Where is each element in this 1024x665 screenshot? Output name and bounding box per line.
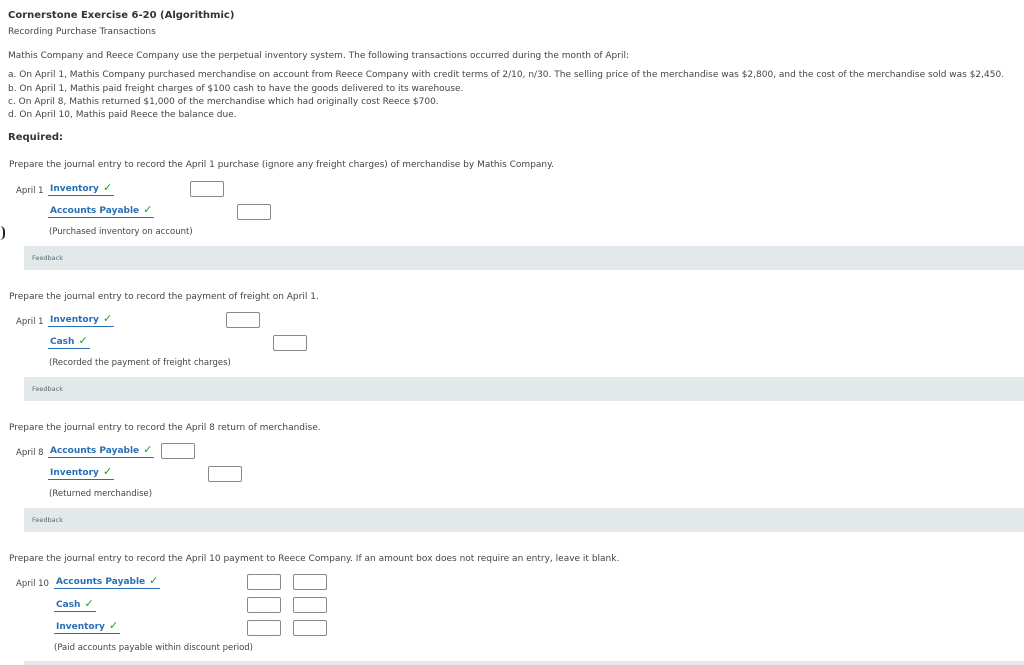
- entry-4-note: (Paid accounts payable within discount period): [54, 643, 253, 653]
- entry-1-debit-input[interactable]: [190, 181, 224, 197]
- entry-3-credit-input[interactable]: [208, 466, 242, 482]
- account-label: Inventory: [56, 622, 105, 632]
- entry-3-feedback: [24, 508, 1024, 532]
- transaction-a: a. On April 1, Mathis Company purchased merchandise on account from Reece Company with credit terms of 2/10, n/30. The selling price of the merchandise was $2,800, and the cost of the merchandise sold was $2,450.: [8, 70, 1005, 80]
- panel-edge-marker: [0, 226, 5, 240]
- account-label: Inventory: [50, 315, 99, 325]
- feedback-label: Feedback: [32, 516, 63, 524]
- entry-2-account-2[interactable]: [48, 334, 90, 349]
- transaction-c: c. On April 8, Mathis returned $1,000 of the merchandise which had originally cost Reece $700.: [8, 97, 439, 107]
- entry-4-date: April 10: [16, 579, 49, 589]
- entry-4-feedback: [24, 661, 1024, 665]
- check-icon: ✓: [102, 312, 113, 325]
- required-label: Required:: [8, 132, 64, 143]
- feedback-label: Feedback: [32, 254, 63, 262]
- check-icon: ✓: [78, 334, 88, 347]
- entry-1-date: April 1: [16, 186, 44, 196]
- exercise-subtitle: Recording Purchase Transactions: [8, 27, 156, 37]
- entry-4-line-3-debit-input[interactable]: [247, 620, 281, 636]
- entry-2-feedback: [24, 377, 1024, 401]
- entry-1-feedback: [24, 246, 1024, 270]
- entry-1-account-1[interactable]: [48, 181, 114, 196]
- entry-4-line-2-debit-input[interactable]: [247, 597, 281, 613]
- entry-4-line-3-credit-input[interactable]: [293, 620, 327, 636]
- entry-4-prompt: Prepare the journal entry to record the April 10 payment to Reece Company. If an amount box does not require an entry, leave it blank.: [9, 554, 620, 564]
- account-label: Accounts Payable: [50, 206, 140, 216]
- check-icon: ✓: [143, 443, 153, 456]
- entry-3-account-2[interactable]: [48, 465, 114, 480]
- check-icon: ✓: [102, 465, 113, 478]
- account-label: Cash: [56, 600, 81, 610]
- entry-3-prompt: Prepare the journal entry to record the April 8 return of merchandise.: [9, 423, 321, 433]
- entry-2-prompt: Prepare the journal entry to record the payment of freight on April 1.: [9, 292, 319, 302]
- entry-1-account-2[interactable]: [48, 203, 154, 218]
- feedback-label: Feedback: [32, 385, 63, 393]
- check-icon: ✓: [84, 597, 94, 610]
- problem-intro: Mathis Company and Reece Company use the perpetual inventory system. The following transactions occurred during the month of April:: [8, 51, 629, 61]
- entry-1-credit-input[interactable]: [237, 204, 271, 220]
- entry-1-prompt: Prepare the journal entry to record the April 1 purchase (ignore any freight charges) of merchandise by Mathis Company.: [9, 160, 555, 170]
- entry-2-credit-input[interactable]: [273, 335, 307, 351]
- entry-3-date: April 8: [16, 448, 44, 458]
- entry-2-account-1[interactable]: [48, 312, 114, 327]
- entry-2-debit-input[interactable]: [226, 312, 260, 328]
- entry-3-account-1[interactable]: [48, 443, 154, 458]
- check-icon: ✓: [108, 619, 119, 632]
- transaction-d: d. On April 10, Mathis paid Reece the balance due.: [8, 110, 237, 120]
- check-icon: ✓: [149, 574, 159, 587]
- transaction-b: b. On April 1, Mathis paid freight charges of $100 cash to have the goods delivered to its warehouse.: [8, 84, 464, 94]
- entry-4-line-2-credit-input[interactable]: [293, 597, 327, 613]
- entry-1-note: (Purchased inventory on account): [49, 227, 193, 237]
- entry-2-date: April 1: [16, 317, 44, 327]
- entry-4-line-1-credit-input[interactable]: [293, 574, 327, 590]
- entry-4-account-3[interactable]: [54, 619, 120, 634]
- entry-4-account-1[interactable]: [54, 574, 160, 589]
- account-label: Accounts Payable: [50, 446, 140, 456]
- check-icon: ✓: [143, 203, 153, 216]
- account-label: Cash: [50, 337, 75, 347]
- entry-4-line-1-debit-input[interactable]: [247, 574, 281, 590]
- entry-3-note: (Returned merchandise): [49, 489, 153, 499]
- account-label: Inventory: [50, 468, 99, 478]
- check-icon: ✓: [102, 181, 113, 194]
- entry-2-note: (Recorded the payment of freight charges): [49, 358, 231, 368]
- account-label: Accounts Payable: [56, 577, 146, 587]
- exercise-title: Cornerstone Exercise 6-20 (Algorithmic): [8, 10, 235, 21]
- account-label: Inventory: [50, 184, 99, 194]
- entry-4-account-2[interactable]: [54, 597, 96, 612]
- entry-3-debit-input[interactable]: [161, 443, 195, 459]
